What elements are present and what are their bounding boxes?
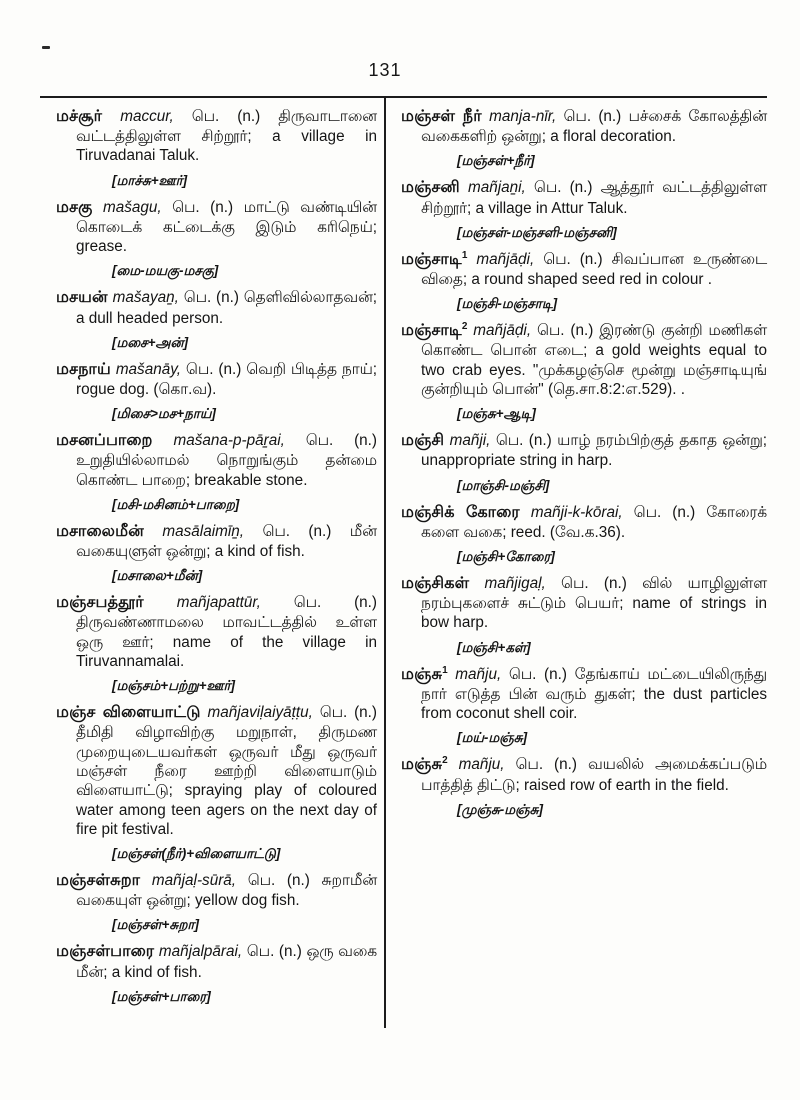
headword-sup: 1: [442, 664, 448, 676]
headword: மசயன்: [56, 289, 108, 307]
transliteration: mañjaṉi,: [467, 179, 526, 197]
etymology: [மஞ்சள்-மஞ்சளி-மஞ்சனி]: [457, 224, 617, 240]
part-of-speech: பெ. (n.): [305, 432, 378, 450]
right-column: [401, 107, 767, 827]
definition: மாட்டு வண்டியின் கொடைக் கட்டைக்கு இடும் கரிநெய்; grease.: [76, 198, 377, 256]
part-of-speech: பெ. (n.): [533, 179, 593, 197]
headword: மசநாய்: [56, 360, 111, 378]
part-of-speech: பெ. (n.): [262, 522, 332, 540]
dictionary-entry: [401, 250, 767, 312]
definition: யாழ் நரம்பிற்குத் தகாத ஒன்று; unappropriate string in harp.: [421, 432, 768, 470]
etymology: [மஞ்சி+கள்]: [457, 639, 531, 655]
headword: மஞ்சிக் கோரை: [401, 503, 520, 521]
entry-body: [56, 871, 377, 910]
transliteration: maccur,: [120, 108, 174, 125]
definition: வெறி பிடித்த நாய்; rogue dog. (கொ.வ).: [76, 360, 378, 398]
transliteration: mañji-k-kōrai,: [530, 503, 623, 521]
transliteration: mañjalpārai,: [158, 943, 243, 961]
entry-body: [56, 107, 377, 166]
entry-body: [401, 431, 767, 470]
dictionary-entry: [56, 198, 377, 280]
page-number: 131: [368, 60, 402, 80]
transliteration: mañju,: [455, 665, 502, 683]
part-of-speech: பெ. (n.): [536, 322, 594, 340]
etymology: [மசி-மசினம்+பாறை]: [112, 496, 240, 512]
part-of-speech: பெ. (n.): [515, 756, 577, 774]
part-of-speech: பெ. (n.): [183, 289, 239, 307]
etymology: [மஞ்சள்(நீர்)+விளையாட்டு]: [112, 846, 281, 862]
transliteration: mašayaṉ,: [112, 289, 179, 307]
dictionary-entry: [56, 942, 377, 1004]
entry-body: [401, 178, 767, 217]
definition: தெளிவில்லாதவன்; a dull headed person.: [76, 289, 378, 327]
part-of-speech: பெ. (n.): [495, 432, 552, 450]
etymology: [மஞ்சள்+சுறா]: [112, 917, 199, 933]
definition: சிவப்பான உருண்டை விதை; a round shaped seed red in colour .: [421, 250, 768, 288]
part-of-speech: பெ. (n.): [191, 108, 261, 125]
headword: மஞ்சள்சுறா: [56, 872, 141, 890]
part-of-speech: பெ. (n.): [319, 704, 378, 722]
headword: மசாலைமீன்: [56, 522, 144, 540]
etymology: [மசாலை+மீன்]: [112, 568, 203, 584]
part-of-speech: பெ. (n.): [508, 665, 567, 683]
definition: ஒரு வகை மீன்; a kind of fish.: [76, 943, 377, 981]
headword: மஞ்சள் நீர்: [401, 108, 482, 125]
definition: வயலில் அமைக்கப்படும் பாத்தித் திட்டு; raised row of earth in the field.: [421, 756, 768, 794]
etymology: [மாஞ்சி-மஞ்சி]: [457, 477, 550, 493]
headword: மச்சூர்: [56, 108, 103, 125]
dictionary-entry: [401, 178, 767, 240]
etymology: [மிசை>மச+நாய்]: [112, 406, 216, 422]
headword: மஞ்சு: [401, 665, 443, 683]
headword: மஞ்சிகள்: [401, 575, 470, 593]
etymology: [மஞ்சள்+நீர்]: [457, 153, 535, 169]
headword: மசனப்பாறை: [56, 432, 153, 450]
headword: மஞ்சி: [401, 432, 445, 450]
dictionary-entry: [401, 107, 767, 169]
definition: தீமிதி விழாவிற்கு மறுநாள், திருமண முறையுடையவர்கள் ஒருவர் மீது ஒருவர் மஞ்சள் நீரை ஊற்றி விளையாடும் விளையாட்டு; spraying play of coloured water among teen agers on the next day of fire pit festival.: [76, 724, 377, 838]
dictionary-entry: [401, 431, 767, 493]
entry-body: [56, 288, 377, 327]
part-of-speech: பெ. (n.): [293, 594, 378, 612]
transliteration: mañjaḷ-sūrā,: [151, 872, 237, 890]
etymology: [மஞ்சு+ஆடி]: [457, 406, 536, 422]
part-of-speech: பெ. (n.): [247, 872, 310, 890]
definition: கோரைக் களை வகை; reed. (வே.க.36).: [421, 503, 768, 541]
dictionary-entry: [401, 503, 767, 565]
dictionary-entry: [56, 107, 377, 189]
transliteration: mañjāḍi,: [473, 322, 532, 340]
transliteration: mašanāy,: [115, 360, 181, 378]
headword-sup: 2: [461, 321, 468, 333]
entry-body: [401, 574, 767, 633]
dictionary-entry: [56, 360, 377, 422]
definition: பச்சைக் கோலத்தின் வகைகளிற் ஒன்று; a floral decoration.: [421, 108, 768, 146]
entry-body: [56, 942, 377, 981]
dictionary-entry: [401, 665, 767, 747]
etymology: [மஞ்சி-மஞ்சாடி]: [457, 296, 558, 312]
part-of-speech: பெ. (n.): [246, 943, 302, 961]
headword-sup: 1: [461, 249, 468, 261]
entry-body: [56, 198, 377, 257]
transliteration: manja-nīr,: [489, 108, 557, 125]
headword: மஞ்சள்பாரை: [56, 943, 155, 961]
transliteration: masālaimīṉ,: [162, 522, 244, 540]
definition: உறுதியில்லாமல் நொறுங்கும் தன்மை கொண்ட பாறை; breakable stone.: [76, 452, 377, 489]
transliteration: mañjigaḷ,: [484, 575, 546, 593]
headword: மஞ்சாடி: [401, 322, 462, 340]
part-of-speech: பெ. (n.): [543, 250, 603, 268]
entry-body: [56, 360, 377, 399]
entry-body: [401, 665, 767, 724]
entry-body: [56, 703, 377, 839]
scan-speck: [42, 46, 50, 49]
dictionary-entry: [56, 288, 377, 350]
entry-body: [401, 503, 767, 542]
transliteration: mañji,: [449, 432, 491, 450]
etymology: [மஞ்சம்+பற்று+ஊர்]: [112, 678, 236, 694]
etymology: [மஞ்சள்+பாரை]: [112, 988, 211, 1004]
part-of-speech: பெ. (n.): [561, 575, 627, 593]
definition: ஆத்தூர் வட்டத்திலுள்ள சிற்றூர்; a village in Attur Taluk.: [421, 179, 768, 217]
etymology: [மய்-மஞ்சு]: [457, 730, 528, 746]
definition: வில் யாழிலுள்ள நரம்புகளைச் சுட்டும் பெயர்; name of strings in bow harp.: [421, 575, 768, 632]
etymology: [மஞ்சி+கோரை]: [457, 549, 555, 565]
headword: மஞ்ச விளையாட்டு: [56, 704, 201, 722]
header-rule: [40, 96, 767, 98]
column-divider: [384, 96, 386, 1028]
entry-body: [401, 321, 767, 399]
dictionary-entry: [56, 431, 377, 513]
part-of-speech: பெ. (n.): [563, 108, 622, 125]
entry-body: [401, 250, 767, 289]
part-of-speech: பெ. (n.): [185, 360, 242, 378]
dictionary-entry: [56, 593, 377, 694]
definition: சுறாமீன் வகையுள் ஒன்று; yellow dog fish.: [76, 872, 378, 910]
definition: மீன் வகையுளுள் ஒன்று; a kind of fish.: [76, 522, 377, 561]
transliteration: mašana-p-pāṟai,: [173, 432, 285, 450]
headword: மசகு: [56, 198, 93, 216]
etymology: [மை-மயகு-மசகு]: [112, 263, 219, 279]
dictionary-entry: [56, 871, 377, 933]
etymology: [மாச்சு+ஊர்]: [112, 172, 188, 188]
headword: மஞ்சனி: [401, 179, 460, 197]
entry-body: [56, 522, 377, 561]
etymology: [மசை+அன்]: [112, 334, 189, 350]
part-of-speech: பெ. (n.): [633, 503, 696, 521]
entry-body: [56, 431, 377, 490]
definition: தேங்காய் மட்டையிலிருந்து நார் எடுத்த பின் வரும் துகள்; the dust particles from coconut shell coir.: [421, 665, 767, 723]
left-column: [56, 107, 377, 1014]
etymology: [முஞ்சு-மஞ்சு]: [457, 801, 543, 817]
entry-body: [401, 107, 767, 146]
transliteration: mañjapattūr,: [176, 594, 261, 612]
transliteration: mañjāḍi,: [476, 250, 535, 268]
transliteration: mañjaviḷaiyāṭṭu,: [207, 704, 313, 722]
dictionary-entry: [401, 321, 767, 422]
headword: மஞ்சபத்தூர்: [56, 594, 144, 612]
entry-body: [401, 755, 767, 794]
definition: திருவாடானை வட்டத்திலுள்ள சிற்றூர்; a village in Tiruvadanai Taluk.: [76, 108, 378, 165]
transliteration: mašagu,: [102, 198, 162, 216]
dictionary-entry: [56, 703, 377, 862]
dictionary-entry: [401, 755, 767, 817]
headword-sup: 2: [442, 755, 448, 767]
dictionary-entry: [56, 522, 377, 584]
definition: திருவண்ணாமலை மாவட்டத்தில் உள்ள ஒரு ஊர்; name of the village in Tiruvannamalai.: [76, 614, 377, 671]
headword: மஞ்சாடி: [401, 250, 462, 268]
part-of-speech: பெ. (n.): [172, 198, 234, 216]
dictionary-entry: [401, 574, 767, 656]
headword: மஞ்சு: [401, 756, 443, 774]
definition: இரண்டு குன்றி மணிகள் கொண்ட பொன் எடை; a gold weights equal to two crab eyes. "முக்கழஞ்செ மூன்று மஞ்சாடியுங் குன்றியும் பொன்" (தெ.சா.8:2:எ.529). .: [421, 322, 767, 398]
transliteration: mañju,: [458, 756, 505, 774]
entry-body: [56, 593, 377, 671]
